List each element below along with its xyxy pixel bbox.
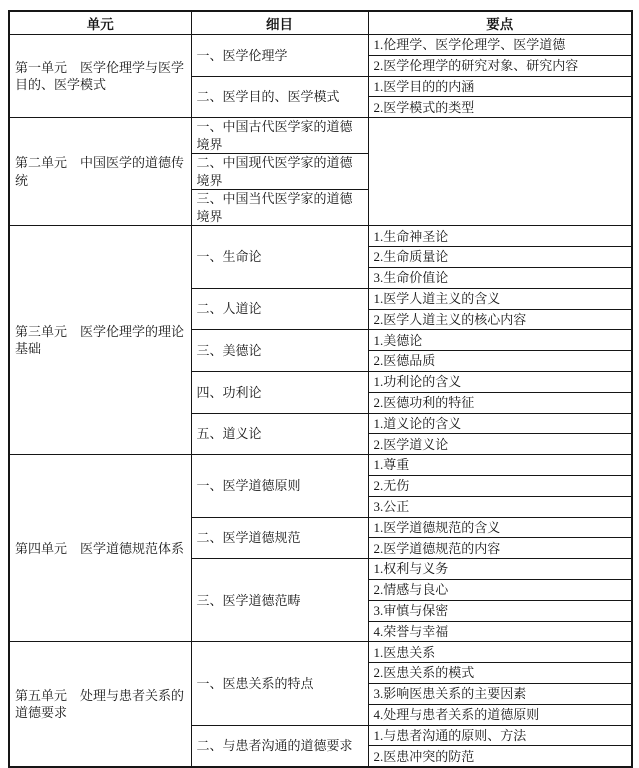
table-row	[9, 35, 632, 56]
point-cell: 2.医德品质	[368, 351, 632, 372]
item-cell: 二、医学道德规范	[191, 517, 368, 559]
point-cell: 1.美德论	[368, 330, 632, 351]
item-cell: 一、中国古代医学家的道德境界	[191, 118, 368, 154]
col-header-item: 细目	[191, 11, 368, 35]
table-row	[9, 455, 632, 476]
point-cell: 2.医学模式的类型	[368, 97, 632, 118]
point-cell: 1.医学道德规范的含义	[368, 517, 632, 538]
item-cell: 二、人道论	[191, 288, 368, 330]
item-cell: 二、中国现代医学家的道德境界	[191, 154, 368, 190]
point-cell: 3.生命价值论	[368, 268, 632, 289]
point-cell: 1.与患者沟通的原则、方法	[368, 725, 632, 746]
item-cell: 二、医学目的、医学模式	[191, 76, 368, 118]
point-cell: 2.情感与良心	[368, 580, 632, 601]
header-row	[9, 11, 632, 35]
point-cell: 1.尊重	[368, 455, 632, 476]
col-header-point: 要点	[368, 11, 632, 35]
point-cell: 2.医患关系的模式	[368, 663, 632, 684]
item-cell: 一、生命论	[191, 226, 368, 288]
point-cell: 1.伦理学、医学伦理学、医学道德	[368, 35, 632, 56]
point-cell: 1.医患关系	[368, 642, 632, 663]
table-row	[9, 642, 632, 663]
point-cell: 3.审慎与保密	[368, 600, 632, 621]
point-cell: 1.道义论的含义	[368, 413, 632, 434]
unit-cell: 第四单元 医学道德规范体系	[9, 455, 191, 642]
point-cell: 4.荣誉与幸福	[368, 621, 632, 642]
point-cell: 2.医学道义论	[368, 434, 632, 455]
point-cell: 2.医学道德规范的内容	[368, 538, 632, 559]
item-cell: 二、与患者沟通的道德要求	[191, 725, 368, 767]
item-cell: 三、美德论	[191, 330, 368, 372]
point-cell: 1.权利与义务	[368, 559, 632, 580]
point-cell: 2.医德功利的特征	[368, 392, 632, 413]
point-cell: 2.生命质量论	[368, 247, 632, 268]
item-cell: 三、中国当代医学家的道德境界	[191, 190, 368, 226]
syllabus-table	[8, 10, 633, 768]
item-cell: 一、医患关系的特点	[191, 642, 368, 725]
table-row	[9, 226, 632, 247]
point-cell: 2.无伤	[368, 476, 632, 497]
item-cell: 五、道义论	[191, 413, 368, 455]
col-header-unit: 单元	[9, 11, 191, 35]
point-cell: 1.医学目的的内涵	[368, 76, 632, 97]
point-cell: 1.功利论的含义	[368, 372, 632, 393]
point-cell: 1.生命神圣论	[368, 226, 632, 247]
unit-cell: 第一单元 医学伦理学与医学目的、医学模式	[9, 35, 191, 118]
point-cell: 2.医学人道主义的核心内容	[368, 309, 632, 330]
unit-cell: 第二单元 中国医学的道德传统	[9, 118, 191, 226]
point-cell: 2.医学伦理学的研究对象、研究内容	[368, 55, 632, 76]
item-cell: 三、医学道德范畴	[191, 559, 368, 642]
point-cell: 1.医学人道主义的含义	[368, 288, 632, 309]
item-cell: 四、功利论	[191, 372, 368, 414]
point-cell: 3.公正	[368, 496, 632, 517]
point-cell: 4.处理与患者关系的道德原则	[368, 704, 632, 725]
item-cell: 一、医学伦理学	[191, 35, 368, 77]
empty-points-cell	[368, 118, 632, 226]
point-cell: 3.影响医患关系的主要因素	[368, 684, 632, 705]
table-row	[9, 118, 632, 154]
unit-cell: 第三单元 医学伦理学的理论基础	[9, 226, 191, 455]
unit-cell: 第五单元 处理与患者关系的道德要求	[9, 642, 191, 767]
item-cell: 一、医学道德原则	[191, 455, 368, 517]
point-cell: 2.医患冲突的防范	[368, 746, 632, 767]
